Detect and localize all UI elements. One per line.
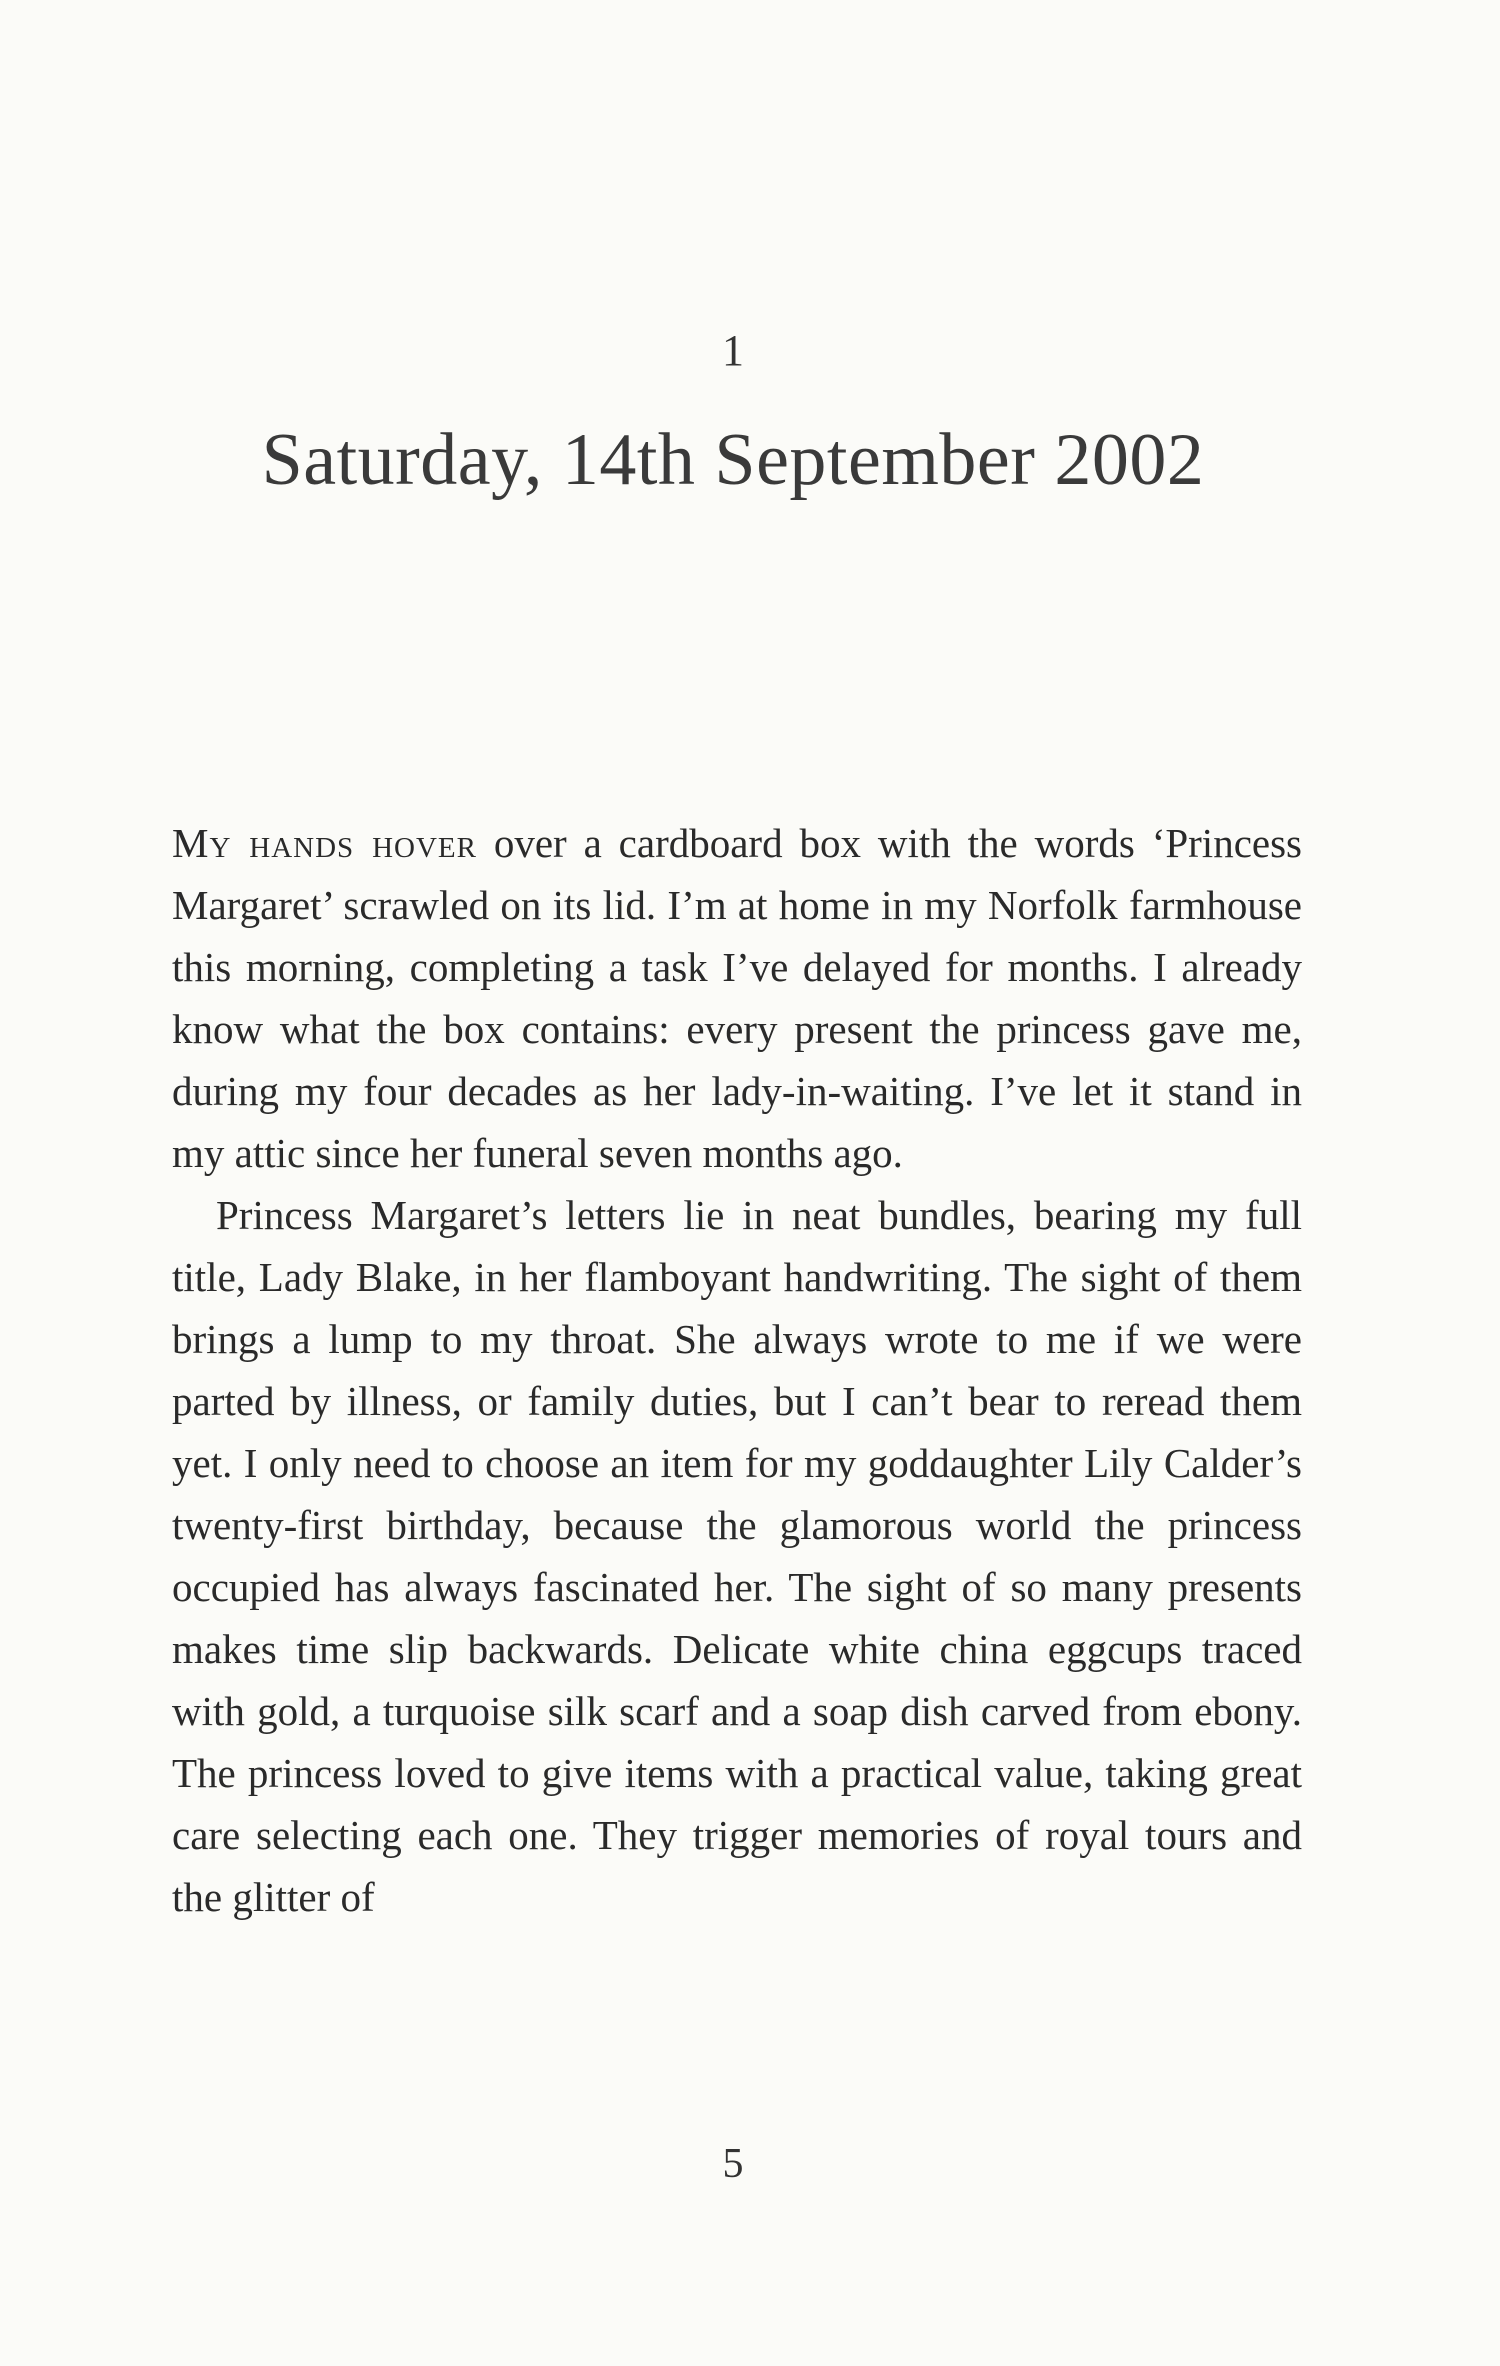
page-number: 5 xyxy=(722,2141,744,2187)
paragraph-1 xyxy=(172,812,1302,1184)
paragraph-lead-in: My hands hover xyxy=(172,820,477,866)
paragraph-2: Princess Margaret’s letters lie in neat bundles, bearing my full title, Lady Blake, in her flamboyant handwriting. The sight of them brings a lump to my throat. She always wrote to me if we were parted by illness, or family duties, but I can’t bear to reread them yet. I only need to choose an item for my goddaughter Lily Calder’s twenty-first birthday, because the glamorous world the princess occupied has always fascinated her. The sight of so many presents makes time slip backwards. Delicate white china eggcups traced with gold, a turquoise silk scarf and a soap dish carved from ebony. The princess loved to give items with a practical value, taking great care selecting each one. They trigger memories of royal tours and the glitter of xyxy=(172,1192,1302,1920)
chapter-title: Saturday, 14th September 2002 xyxy=(261,419,1205,501)
body-text xyxy=(172,812,1302,1928)
chapter-number: 1 xyxy=(722,326,744,375)
paragraph-1-text: over a cardboard box with the words ‘Princess Margaret’ scrawled on its lid. I’m at home in my Norfolk farmhouse this morning, completing a task I’ve delayed for months. I already know what the box contains: every present the princess gave me, during my four decades as her lady-in-waiting. I’ve let it stand in my attic since her funeral seven months ago. xyxy=(172,820,1303,1176)
